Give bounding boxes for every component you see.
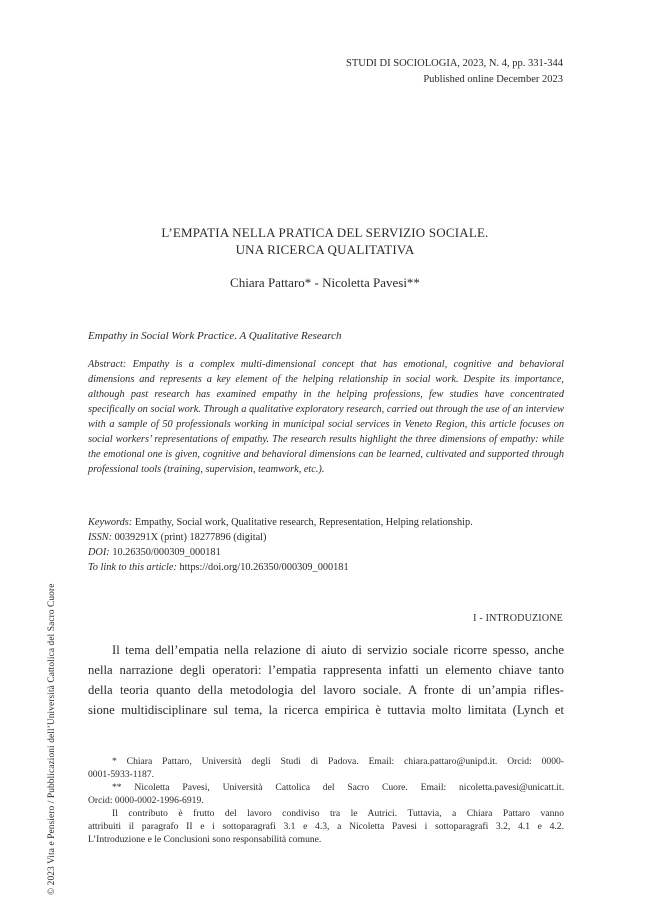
body-line: Il tema dell’empatia nella relazione di aiuto di servizio sociale ricorre spesso, anche — [112, 643, 564, 657]
journal-header — [346, 56, 563, 88]
issn-value: 0039291X (print) 18277896 (digital) — [114, 532, 267, 543]
article-link[interactable]: https://doi.org/10.26350/000309_000181 — [179, 562, 349, 573]
body-paragraph — [88, 640, 564, 720]
footnote-1: * Chiara Pattaro, Università degli Studi di Padova. Email: chiara.pattaro@unipd.it. Orcid: 0000- — [112, 756, 564, 767]
doi-value: 10.26350/000309_000181 — [112, 547, 221, 558]
english-title: Empathy in Social Work Practice. A Qualitative Research — [88, 330, 342, 342]
article-metadata — [88, 515, 564, 575]
footnote-2: ** Nicoletta Pavesi, Università Cattolica del Sacro Cuore. Email: nicoletta.pavesi@unicatt.it. — [112, 782, 564, 793]
footnote-3-end: L’Introduzione e le Conclusioni sono responsabilità comune. — [88, 834, 322, 845]
title-line-2: UNA RICERCA QUALITATIVA — [235, 242, 415, 257]
section-heading: I - INTRODUZIONE — [473, 613, 563, 624]
doi-row — [88, 545, 564, 560]
footnote-1-cont: 0001-5933-1187. — [88, 769, 154, 780]
body-line: nella narrazione degli operatori: l’empatia rappresenta infatti un elemento chiave tanto — [88, 663, 564, 677]
issn-label: ISSN: — [88, 532, 113, 543]
article-title — [0, 224, 650, 258]
keywords-row — [88, 515, 564, 530]
abstract: Abstract: Empathy is a complex multi-dimensional concept that has emotional, cognitive and behavioral dimensions and represents a key element of the helping relationship in social work. Despite its importance, although past research has examined empathy in the helping professions, few studies have concentrated specifically on social work. Through a qualitative exploratory research, carried out through the use of an interview with a sample of 50 professionals working in municipal social services in Veneto Region, this article focuses on social workers’ representations of empathy. The research results highlight the three dimensions of empathy: while the emotional one is given, cognitive and behavioral dimensions can be learned, cultivated and supported through professional tools (training, supervision, teamwork, etc.). — [88, 359, 564, 475]
doi-label: DOI: — [88, 547, 110, 558]
footnotes — [88, 755, 564, 846]
article-link-row — [88, 560, 564, 575]
body-line: della teoria quanto della metodologia del lavoro sociale. A fronte di un’ampia rifles- — [88, 683, 564, 697]
keywords-value: Empathy, Social work, Qualitative research, Representation, Helping relationship. — [134, 517, 473, 528]
published-date: Published online December 2023 — [423, 74, 563, 85]
footnote-2-cont: Orcid: 0000-0002-1996-6919. — [88, 795, 204, 806]
footnote-3-cont: attribuiti il paragrafo II e i sottoparagrafi 3.1 e 4.3, a Nicoletta Pavesi i sottoparagrafi 3.2, 4.1 e 4.2. — [88, 821, 564, 832]
issn-row — [88, 530, 564, 545]
article-link-label: To link to this article: — [88, 562, 177, 573]
title-line-1: L’EMPATIA NELLA PRATICA DEL SERVIZIO SOCIALE. — [161, 225, 489, 240]
copyright-sidebar: © 2023 Vita e Pensiero / Pubblicazioni dell’Università Cattolica del Sacro Cuore — [47, 583, 57, 895]
authors: Chiara Pattaro* - Nicoletta Pavesi** — [230, 275, 420, 290]
keywords-label: Keywords: — [88, 517, 133, 528]
footnote-3: Il contributo è frutto del lavoro condiviso tra le Autrici. Tuttavia, a Chiara Pattaro vanno — [112, 808, 564, 819]
journal-citation: STUDI DI SOCIOLOGIA, 2023, N. 4, pp. 331-344 — [346, 58, 563, 69]
body-line: sione multidisciplinare sul tema, la ricerca empirica è tuttavia molto limitata (Lynch et — [88, 703, 564, 717]
